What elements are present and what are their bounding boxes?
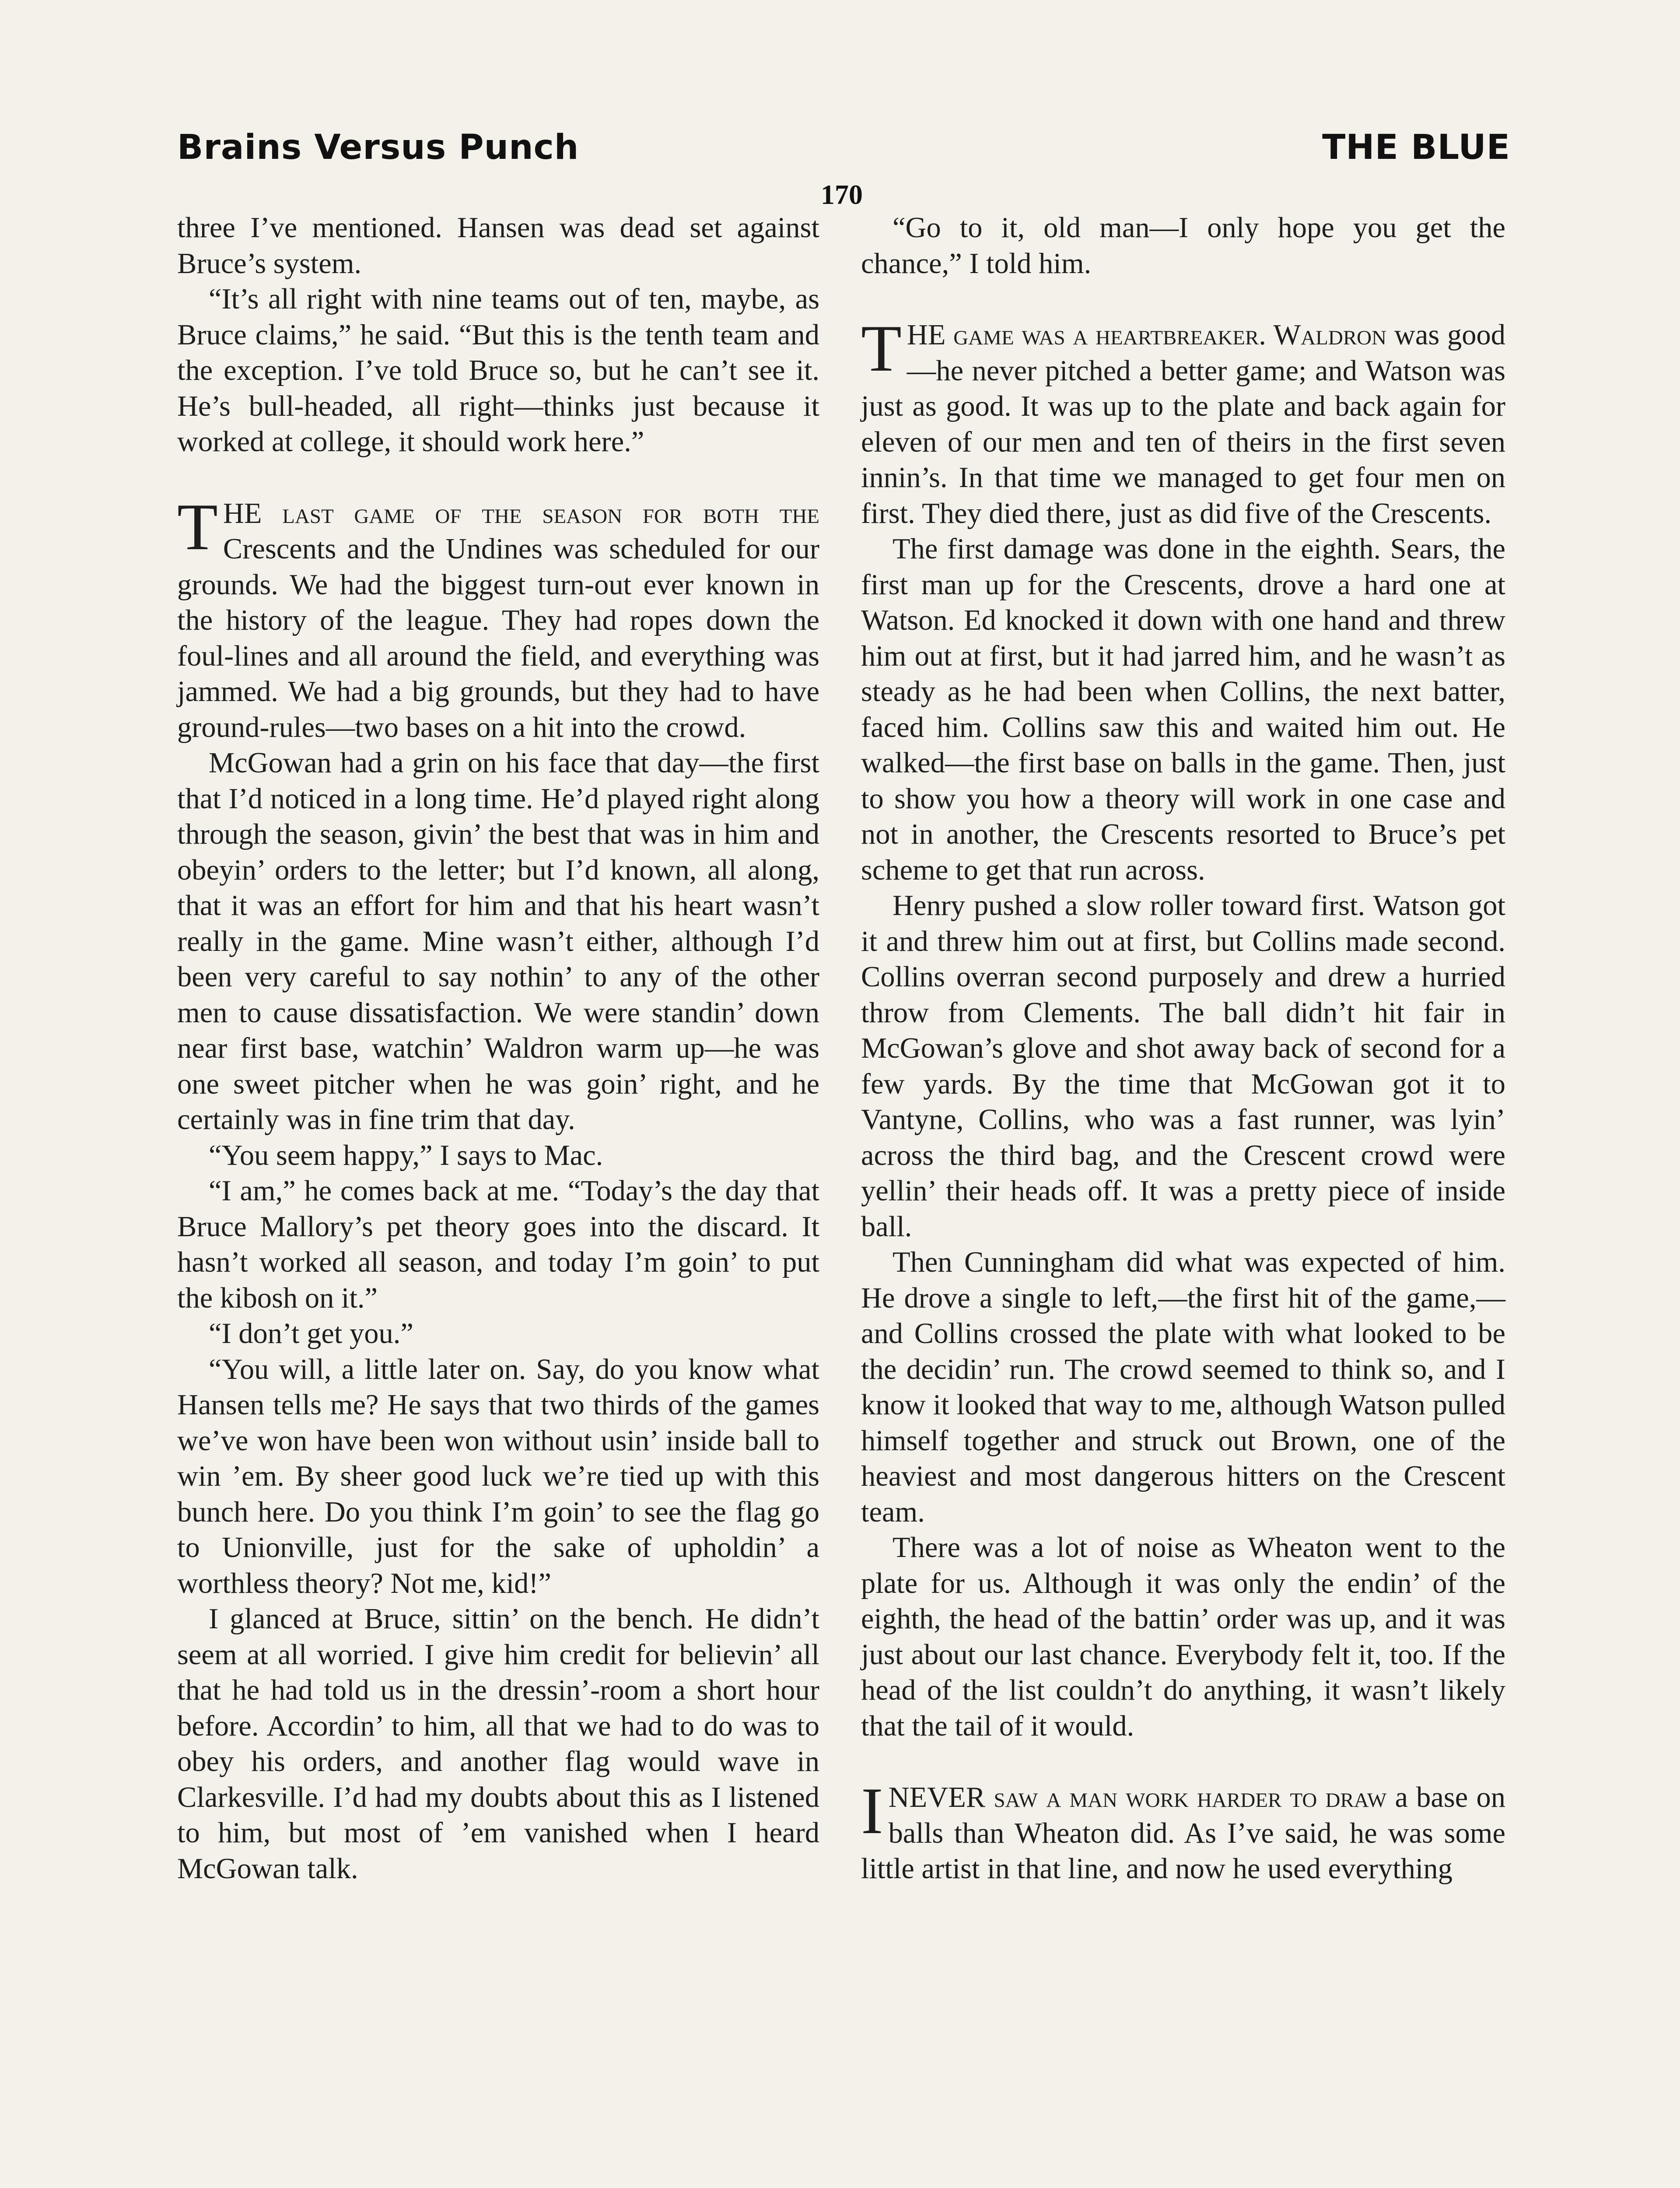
section-lead-paragraph — [177, 490, 819, 746]
paragraph: The first damage was done in the eighth. Sears, the first man up for the Crescents, drove a hard one at Watson. Ed knocked it down with one hand and threw him out at first, but it had jarred him, and he wasn’t as steady as he had been when Collins, the next batter, faced him. Collins saw this and waited him out. He walked—the first base on balls in the game. Then, just to show you how a theory will work in one case and not in another, the Crescents resorted to Bruce’s pet scheme to get that run across. — [861, 533, 1505, 886]
paragraph: “I don’t get you.” — [209, 1318, 413, 1350]
section-opening: HE last game of the season for both the — [223, 497, 819, 529]
section-opening: HE game was a heartbreaker. Waldron — [906, 319, 1387, 351]
story-title: Brains Versus Punch — [177, 128, 579, 167]
paragraph-text: Crescents and the Undines was scheduled for our grounds. We had the biggest turn-out ever known in the history of the league. They had ropes down the foul-lines and all around the field, and everything was jammed. We had a big grounds, but they had to have ground-rules—two bases on a hit into the crowd. — [177, 533, 819, 743]
section-lead-paragraph — [861, 1774, 1506, 1887]
page-number: 170 — [821, 179, 863, 210]
section-lead-paragraph — [861, 312, 1506, 531]
left-column — [177, 210, 819, 1886]
paragraph-text: a base on balls than Wheaton did. As I’ve said, he was some little artist in that line, and now he used everything — [861, 1781, 1506, 1885]
paragraph-text: was good—he never pitched a better game; and Watson was just as good. It was up to the plate and back again for eleven of our men and ten of theirs in the first seven innin’s. In that time we managed to get four men on first. They died there, just as did five of the Crescents. — [861, 319, 1506, 529]
paragraph: three I’ve mentioned. Hansen was dead set against Bruce’s system. — [177, 212, 819, 280]
drop-cap: T — [861, 312, 902, 385]
paragraph: “You will, a little later on. Say, do you know what Hansen tells me? He says that two thirds of the games we’ve won have been won without usin’ inside ball to win ’em. By sheer good luck we’re tied up with this bunch here. Do you think I’m goin’ to see the flag go to Unionville, just for the sake of upholdin’ a worthless theory? Not me, kid!” — [177, 1353, 819, 1599]
paragraph: McGowan had a grin on his face that day—the first that I’d noticed in a long time. He’d played right along through the season, givin’ the best that was in him and obeyin’ orders to the letter; but I’d known, all along, that it was an effort for him and that his heart wasn’t really in the game. Mine wasn’t either, although I’d been very careful to say nothin’ to any of the other men to cause dissatisfaction. We were standin’ down near first base, watchin’ Waldron warm up—he was one sweet pitcher when he was goin’ right, and he certainly was in fine trim that day. — [177, 747, 819, 1136]
paragraph: “You seem happy,” I says to Mac. — [209, 1139, 603, 1171]
section-opening: NEVER saw a man work harder to draw — [888, 1781, 1387, 1813]
magazine-title: THE BLUE — [1322, 128, 1510, 167]
paragraph: “I am,” he comes back at me. “Today’s the day that Bruce Mallory’s pet theory goes into the discard. It hasn’t worked all season, and today I’m goin’ to put the kibosh on it.” — [177, 1175, 819, 1314]
paragraph: I glanced at Bruce, sittin’ on the bench. He didn’t seem at all worried. I give him credit for believin’ all that he had told us in the dressin’-room a short hour before. Accordin’ to him, all that we had to do was to obey his orders, and another flag would wave in Clarkesville. I’d had my doubts about this as I listened to him, but most of ’em vanished when I heard McGowan talk. — [177, 1603, 819, 1885]
paragraph: “It’s all right with nine teams out of ten, maybe, as Bruce claims,” he said. “But this is the tenth team and the exception. I’ve told Bruce so, but he can’t see it. He’s bull-headed, all right—thinks just because it worked at college, it should work here.” — [177, 283, 819, 458]
right-column — [861, 210, 1505, 1887]
paragraph: “Go to it, old man—I only hope you get the chance,” I told him. — [861, 212, 1505, 280]
drop-cap: T — [177, 490, 218, 564]
paragraph: Henry pushed a slow roller toward first. Watson got it and threw him out at first, but Collins made second. Collins overran second purposely and drew a hurried throw from Clements. The ball didn’t hit fair in McGowan’s glove and shot away back of second for a few yards. By the time that McGowan got it to Vantyne, Collins, who was a fast runner, was lyin’ across the third bag, and the Crescent crowd were yellin’ their heads off. It was a pretty piece of inside ball. — [861, 890, 1505, 1243]
paragraph: Then Cunningham did what was expected of him. He drove a single to left,—the first hit of the game,—and Collins crossed the plate with what looked to be the decidin’ run. The crowd seemed to think so, and I know it looked that way to me, although Watson pulled himself together and struck out Brown, one of the heaviest and most dangerous hitters on the Crescent team. — [861, 1246, 1505, 1528]
drop-cap: I — [861, 1774, 883, 1848]
paragraph: There was a lot of noise as Wheaton went to the plate for us. Although it was only the endin’ of the eighth, the head of the battin’ order was up, and it was just about our last chance. Everybody felt it, too. If the head of the list couldn’t do anything, it wasn’t likely that the tail of it would. — [861, 1532, 1505, 1742]
